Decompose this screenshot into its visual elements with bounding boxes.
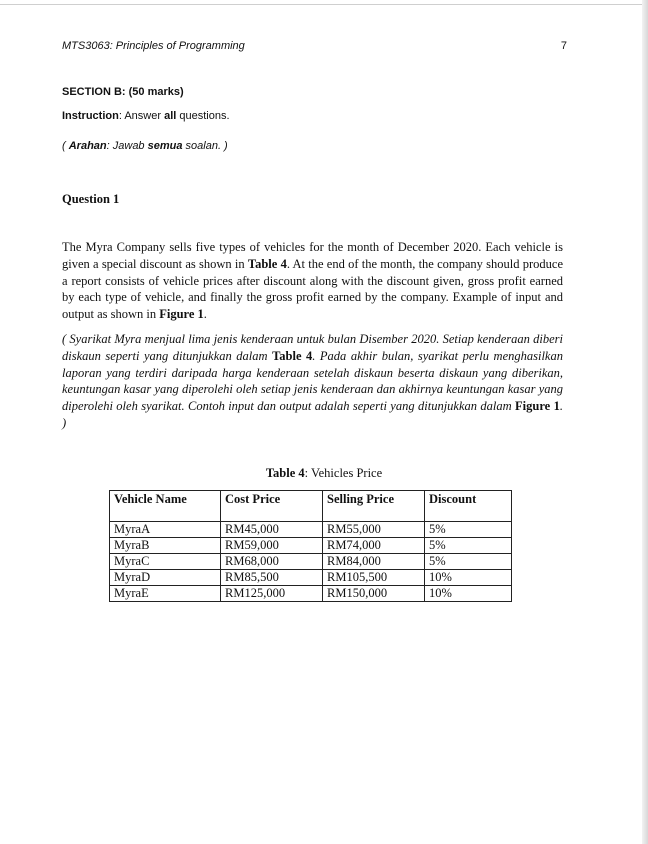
malay-figure-ref: Figure 1 bbox=[515, 399, 560, 414]
arahan-label: Arahan bbox=[68, 140, 107, 152]
cell-cost-price: RM85,500 bbox=[221, 570, 323, 586]
instruction-text-post: questions. bbox=[176, 110, 230, 122]
table-row bbox=[110, 554, 512, 570]
instruction-emphasis: all bbox=[164, 110, 177, 122]
question-title: Question 1 bbox=[62, 192, 120, 206]
malay-table-ref: Table 4 bbox=[272, 348, 313, 363]
question-paragraph-english bbox=[62, 239, 563, 323]
cell-vehicle-name: MyraB bbox=[110, 538, 221, 554]
cell-vehicle-name: MyraC bbox=[110, 554, 221, 570]
arahan-text-post: soalan. ) bbox=[182, 140, 228, 152]
cell-cost-price: RM45,000 bbox=[221, 522, 323, 538]
english-text-1: The Myra Company sells five types of vehicles for the month of December 2020. Each vehicle is given a special discount as shown in bbox=[62, 240, 563, 271]
cell-discount: 10% bbox=[425, 586, 512, 602]
arahan-emphasis: semua bbox=[147, 140, 183, 152]
table-caption-label: Table 4 bbox=[265, 466, 305, 480]
vehicles-price-table bbox=[109, 490, 512, 602]
cell-selling-price: RM84,000 bbox=[323, 554, 425, 570]
cell-discount: 5% bbox=[425, 522, 512, 538]
cell-vehicle-name: MyraD bbox=[110, 570, 221, 586]
table-row bbox=[110, 538, 512, 554]
english-text-2: . At the end of the month, the company should produce a report consists of vehicle prices after discount along with the discount given, gross profit earned by each type of vehicle, and finally the gross profit earned by the company. Example of input and output as shown in bbox=[62, 256, 563, 322]
cell-selling-price: RM105,500 bbox=[323, 570, 425, 586]
page-right-shadow bbox=[642, 0, 648, 844]
header-vehicle-name: Vehicle Name bbox=[110, 491, 221, 522]
header-discount: Discount bbox=[425, 491, 512, 522]
question-paragraph-malay bbox=[62, 331, 563, 432]
instruction-text-pre: : Answer bbox=[118, 110, 165, 122]
cell-cost-price: RM68,000 bbox=[221, 554, 323, 570]
header-selling-price: Selling Price bbox=[323, 491, 425, 522]
page-top-border bbox=[0, 4, 648, 5]
table-row bbox=[110, 570, 512, 586]
header-cost-price: Cost Price bbox=[221, 491, 323, 522]
cell-discount: 10% bbox=[425, 570, 512, 586]
section-title: SECTION B: (50 marks) bbox=[62, 86, 184, 98]
cell-vehicle-name: MyraE bbox=[110, 586, 221, 602]
cell-selling-price: RM55,000 bbox=[323, 522, 425, 538]
cell-selling-price: RM74,000 bbox=[323, 538, 425, 554]
page-header bbox=[62, 40, 567, 56]
table-row bbox=[110, 586, 512, 602]
arahan-line bbox=[62, 140, 228, 152]
table-caption-text: : Vehicles Price bbox=[304, 466, 383, 480]
arahan-text-pre: : Jawab bbox=[106, 140, 148, 152]
page-number: 7 bbox=[560, 40, 567, 52]
table-row bbox=[110, 522, 512, 538]
course-title: MTS3063: Principles of Programming bbox=[62, 40, 245, 52]
english-figure-ref: Figure 1 bbox=[159, 307, 204, 322]
malay-text-3: . ) bbox=[62, 399, 563, 430]
cell-selling-price: RM150,000 bbox=[323, 586, 425, 602]
english-text-3: . bbox=[203, 307, 207, 322]
cell-discount: 5% bbox=[425, 554, 512, 570]
table-header-row bbox=[110, 491, 512, 522]
cell-cost-price: RM125,000 bbox=[221, 586, 323, 602]
instruction-line bbox=[62, 110, 230, 122]
cell-cost-price: RM59,000 bbox=[221, 538, 323, 554]
table-caption bbox=[0, 466, 648, 481]
english-table-ref: Table 4 bbox=[247, 256, 287, 271]
cell-vehicle-name: MyraA bbox=[110, 522, 221, 538]
arahan-open: ( bbox=[62, 140, 69, 152]
malay-text-2: . Pada akhir bulan, syarikat perlu menghasilkan laporan yang terdiri daripada harga kenderaan setelah diskaun beserta diskaun yang diberikan, keuntungan kasar yang diperolehi oleh setiap jenis kenderaan dan akhirnya keuntungan kasar yang diperolehi oleh syarikat. Contoh input dan output adalah seperti yang ditunjukkan dalam bbox=[62, 348, 563, 414]
cell-discount: 5% bbox=[425, 538, 512, 554]
instruction-label: Instruction bbox=[62, 110, 119, 122]
malay-text-1: ( Syarikat Myra menjual lima jenis kenderaan untuk bulan Disember 2020. Setiap kenderaan diberi diskaun seperti yang ditunjukkan dalam bbox=[62, 332, 563, 363]
